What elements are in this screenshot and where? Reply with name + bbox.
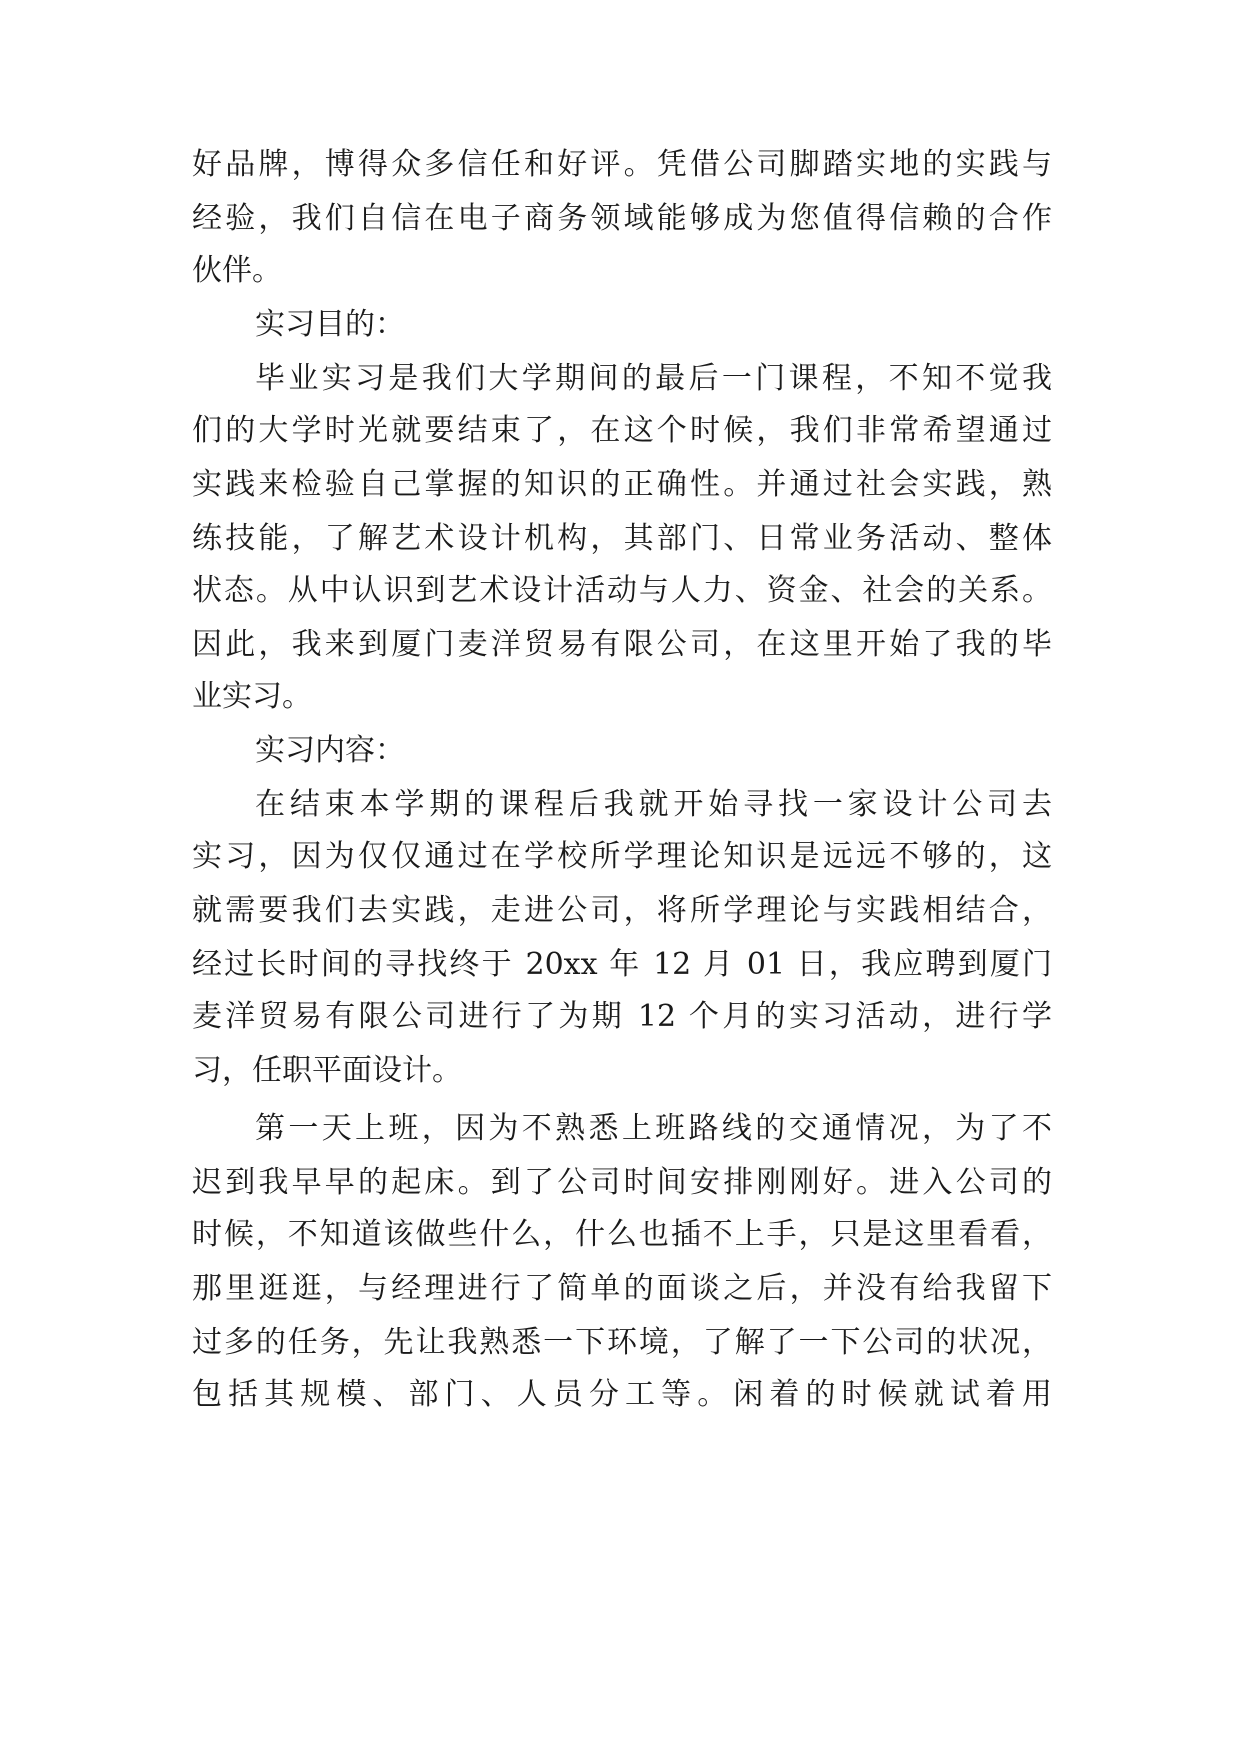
paragraph-line: 第一天上班，因为不熟悉上班路线的交通情况，为了不 xyxy=(255,1111,1052,1146)
paragraph-line: 习，任职平面设计。 xyxy=(192,1053,462,1088)
section-heading-purpose: 实习目的： xyxy=(255,307,405,342)
paragraph-line: 过多的任务，先让我熟悉一下环境，了解了一下公司的状况， xyxy=(192,1325,1052,1360)
paragraph-line: 麦洋贸易有限公司进行了为期 12 个月的实习活动，进行学 xyxy=(192,999,1052,1034)
paragraph-line: 那里逛逛，与经理进行了简单的面谈之后，并没有给我留下 xyxy=(192,1271,1052,1306)
paragraph-line: 们的大学时光就要结束了，在这个时候，我们非常希望通过 xyxy=(192,413,1052,448)
paragraph-line: 在结束本学期的课程后我就开始寻找一家设计公司去 xyxy=(255,787,1052,822)
paragraph-line: 好品牌，博得众多信任和好评。凭借公司脚踏实地的实践与 xyxy=(192,147,1052,182)
paragraph-line: 时候，不知道该做些什么，什么也插不上手，只是这里看看， xyxy=(192,1217,1052,1252)
paragraph-line: 经过长时间的寻找终于 20xx 年 12 月 01 日，我应聘到厦门 xyxy=(192,947,1052,982)
paragraph-line: 毕业实习是我们大学期间的最后一门课程，不知不觉我 xyxy=(255,361,1052,396)
paragraph-line: 迟到我早早的起床。到了公司时间安排刚刚好。进入公司的 xyxy=(192,1165,1052,1200)
paragraph-line: 就需要我们去实践，走进公司，将所学理论与实践相结合， xyxy=(192,893,1052,928)
paragraph-line: 实习，因为仅仅通过在学校所学理论知识是远远不够的，这 xyxy=(192,839,1052,874)
paragraph-line: 包括其规模、部门、人员分工等。闲着的时候就试着用 xyxy=(192,1377,1052,1412)
paragraph-line: 经验，我们自信在电子商务领域能够成为您值得信赖的合作 xyxy=(192,201,1052,236)
paragraph-line: 伙伴。 xyxy=(192,253,282,288)
paragraph-line: 练技能，了解艺术设计机构，其部门、日常业务活动、整体 xyxy=(192,521,1052,556)
paragraph-line: 状态。从中认识到艺术设计活动与人力、资金、社会的关系。 xyxy=(192,573,1052,608)
paragraph-line: 实践来检验自己掌握的知识的正确性。并通过社会实践，熟 xyxy=(192,467,1052,502)
paragraph-line: 业实习。 xyxy=(192,679,312,714)
paragraph-line: 因此，我来到厦门麦洋贸易有限公司，在这里开始了我的毕 xyxy=(192,627,1052,662)
section-heading-content: 实习内容： xyxy=(255,733,405,768)
